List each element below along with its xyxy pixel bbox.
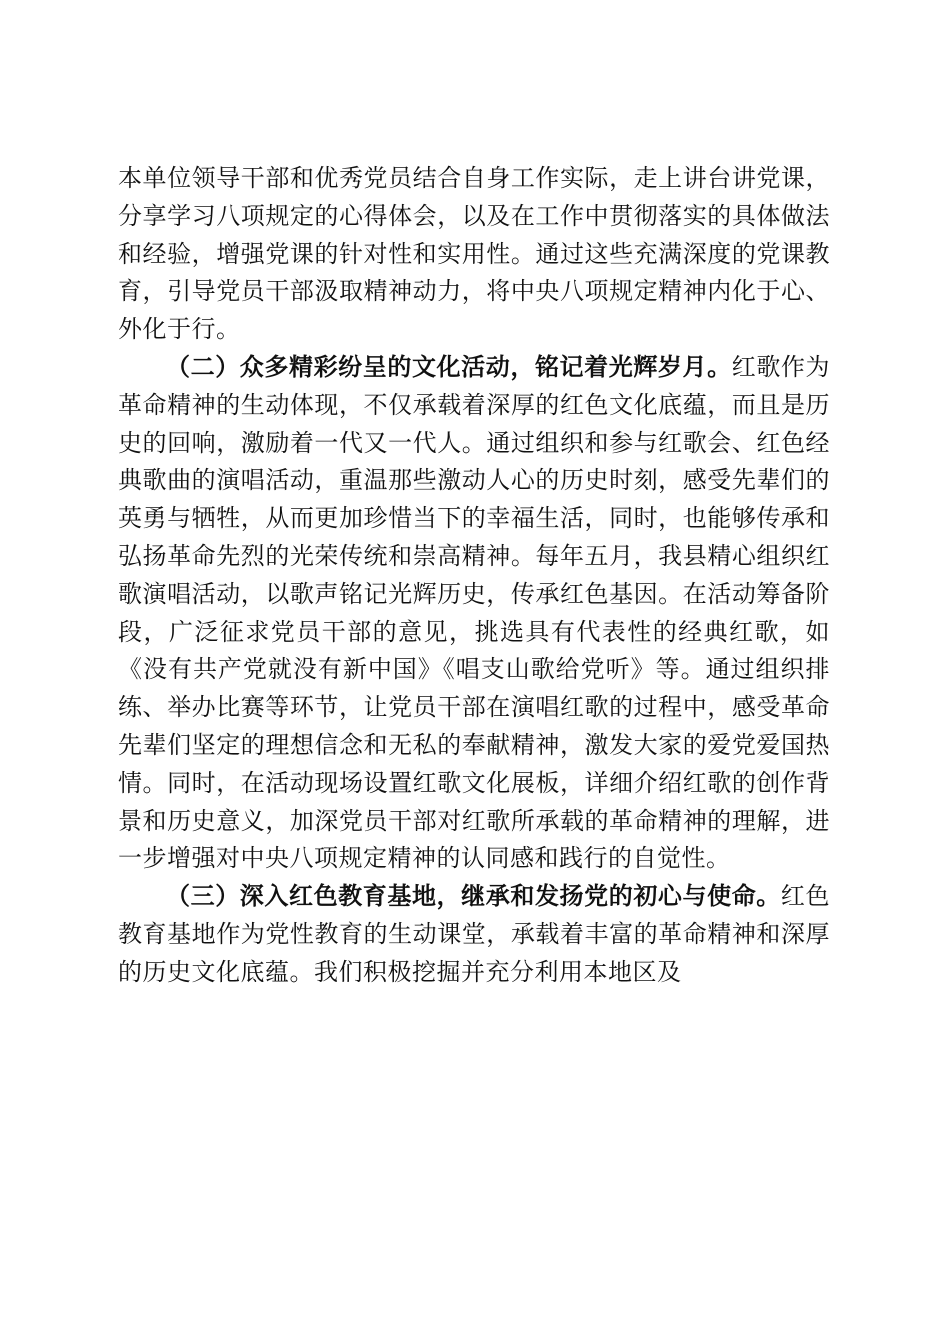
paragraph-3 (118, 878, 830, 991)
paragraph-3-text: 红色教育基地作为党性教育的生动课堂，承载着丰富的革命精神和深厚的历史文化底蕴。我们积极挖掘并充分利用本地区及 (118, 882, 831, 986)
paragraph-1-text: 本单位领导干部和优秀党员结合自身工作实际，走上讲台讲党课，分享学习八项规定的心得体会，以及在工作中贯彻落实的具体做法和经验，增强党课的针对性和实用性。通过这些充满深度的党课教育，引导党员干部汲取精神动力，将中央八项规定精神内化于心、外化于行。 (118, 164, 830, 344)
document-page (118, 160, 830, 992)
paragraph-1 (118, 160, 830, 349)
paragraph-2 (118, 349, 830, 878)
paragraph-2-text: 红歌作为革命精神的生动体现，不仅承载着深厚的红色文化底蕴，而且是历史的回响，激励着一代又一代人。通过组织和参与红歌会、红色经典歌曲的演唱活动，重温那些激动人心的历史时刻，感受先辈们的英勇与牺牲，从而更加珍惜当下的幸福生活，同时，也能够传承和弘扬革命先烈的光荣传统和崇高精神。每年五月，我县精心组织红歌演唱活动，以歌声铭记光辉历史，传承红色基因。在活动筹备阶段，广泛征求党员干部的意见，挑选具有代表性的经典红歌，如《没有共产党就没有新中国》《唱支山歌给党听》等。通过组织排练、举办比赛等环节，让党员干部在演唱红歌的过程中，感受革命先辈们坚定的理想信念和无私的奉献精神，激发大家的爱党爱国热情。同时，在活动现场设置红歌文化展板，详细介绍红歌的创作背景和历史意义，加深党员干部对红歌所承载的革命精神的理解，进一步增强对中央八项规定精神的认同感和践行的自觉性。 (118, 352, 831, 873)
paragraph-3-heading: （三）深入红色教育基地，继承和发扬党的初心与使命。 (166, 882, 781, 911)
paragraph-2-heading: （二）众多精彩纷呈的文化活动，铭记着光辉岁月。 (166, 352, 732, 381)
